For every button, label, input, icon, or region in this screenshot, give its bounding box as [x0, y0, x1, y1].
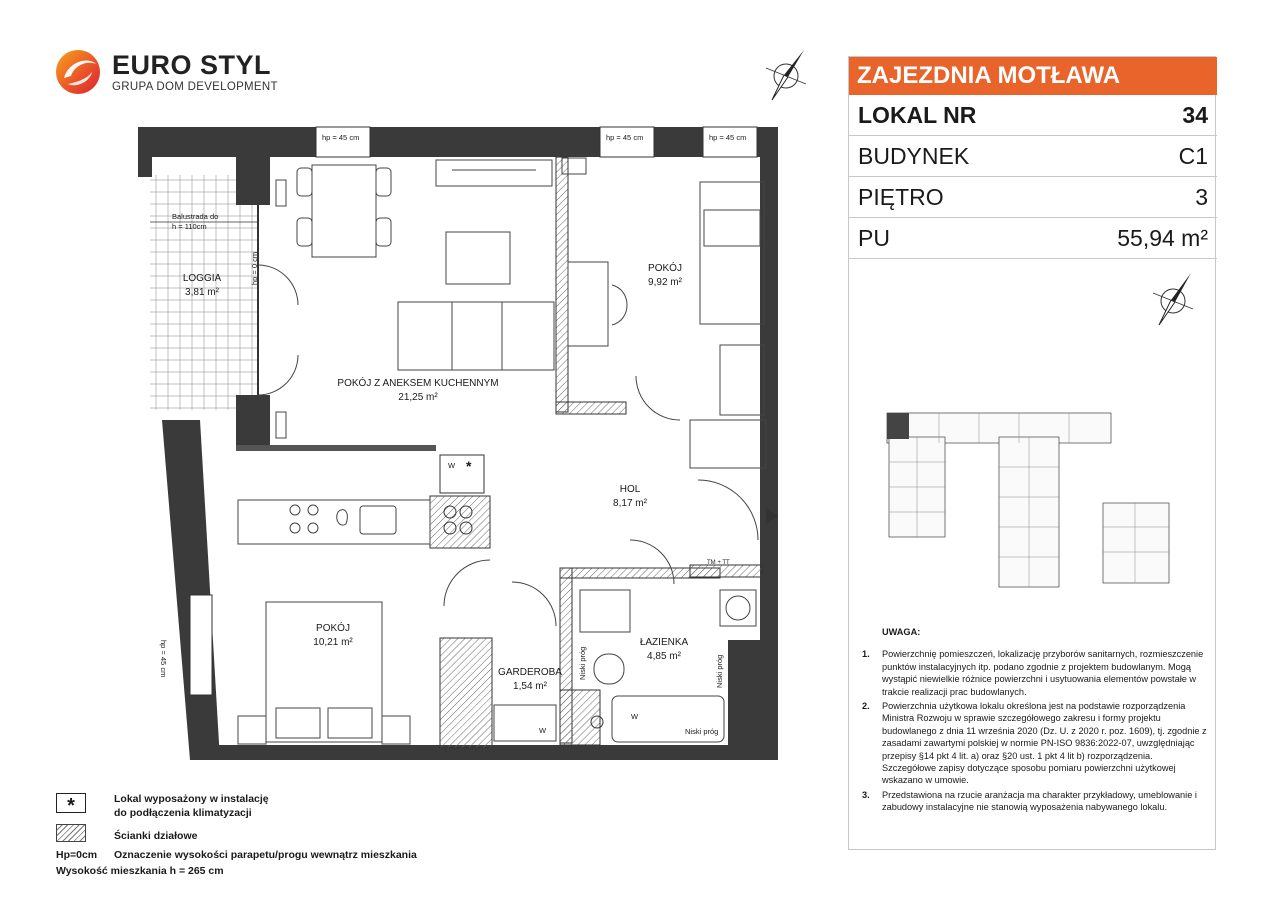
room-area: 21,25 m² [398, 392, 438, 403]
room-bedroom-2 [313, 622, 352, 650]
partition-legend-swatch [56, 824, 86, 842]
room-area: 9,92 m² [648, 277, 682, 288]
hp-window-label: hp = 45 cm [322, 133, 360, 142]
usable-area-label: PU [858, 225, 890, 251]
building-value: C1 [1178, 143, 1208, 169]
room-name: POKÓJ [316, 623, 350, 634]
room-area: 1,54 m² [513, 681, 547, 692]
low-threshold-label: Niski próg [715, 654, 724, 688]
floor-value: 3 [1195, 184, 1208, 210]
note-text: Powierzchnię pomieszczeń, lokalizację przyborów sanitarnych, rozmieszczenie punktów instalacyjnych itp. podano zgodnie z projektem budowlanym. Mogą wystąpić niewielkie różnice powierzchni i usytuowania elementów powstałe w trakcie realizacji prac budowlanych. [882, 649, 1204, 697]
room-area: 3,81 m² [185, 287, 219, 298]
room-loggia [183, 272, 221, 300]
room-bathroom [640, 636, 688, 664]
row-unit-number [849, 96, 1217, 136]
ac-marker: * [466, 458, 472, 474]
usable-area-value: 55,94 m² [1117, 225, 1208, 251]
room-name: HOL [619, 484, 641, 495]
unit-number-label: LOKAL NR [858, 102, 977, 128]
hp-window-label: hp = 45 cm [709, 133, 747, 142]
room-living-kitchen [337, 377, 498, 405]
room-area: 4,85 m² [647, 651, 681, 662]
room-name: ŁAZIENKA [639, 637, 689, 648]
hp-legend-key: Hp=0cm [56, 849, 98, 861]
hp-legend-text: Oznaczenie wysokości parapetu/progu wewnątrz mieszkania [114, 849, 417, 861]
panel-compass-icon [1149, 269, 1203, 329]
investment-title: ZAJEZDNIA MOTŁAWA [849, 57, 1217, 95]
row-floor [849, 178, 1217, 218]
hp-window-label: hp = 45 cm [606, 133, 644, 142]
room-wardrobe [498, 666, 562, 694]
note-number: 3. [862, 789, 870, 800]
balustrade-height: h = 110cm [172, 222, 207, 231]
logo-subtitle: GRUPA DOM DEVELOPMENT [112, 81, 278, 93]
logo-name: EURO STYL [112, 50, 272, 80]
room-name: GARDEROBA [498, 667, 562, 678]
building-key-plan [879, 407, 1199, 597]
hp-loggia-label: hp = 0 cm [250, 251, 259, 285]
note-text: Przedstawiona na rzucie aranżacja ma charakter przykładowy, umeblowanie i zabudowy instalacyjne nie stanowią wyposażenia nabywanego lokalu. [882, 789, 1197, 813]
notes-heading: UWAGA: [882, 627, 921, 637]
partition-legend-text: Ścianki działowe [114, 830, 198, 842]
water-point-label: W [448, 461, 456, 470]
room-area: 8,17 m² [613, 498, 647, 509]
room-name: POKÓJ Z ANEKSEM KUCHENNYM [337, 378, 499, 389]
note-item [862, 789, 1207, 814]
note-number: 2. [862, 701, 870, 712]
notes [862, 626, 1207, 816]
note-number: 1. [862, 649, 870, 660]
water-point-label: W [539, 726, 547, 735]
ac-legend-text-1: Lokal wyposażony w instalację [114, 793, 269, 805]
row-usable-area [849, 219, 1217, 259]
balustrade-label: Balustrada do [172, 212, 219, 221]
tm-tt-label: TM + TT [707, 560, 730, 566]
water-point-label: W [631, 712, 639, 721]
building-label: BUDYNEK [858, 143, 970, 169]
note-text: Powierzchnia użytkowa lokalu określona jest na podstawie rozporządzenia Ministra Rozwoju w sprawie szczegółowego zakresu i formy projektu budowlanego z dnia 11 września 2020 (Dz. U. z 2020 r. poz. 1609), tj. zgodnie z zasadami zawartymi polskiej w normie PN-ISO 9836:2022-07, uwzględniając przepisy §14 pkt 4 lit. a) oraz §20 ust. 1 pkt 4 lit b) rozporządzenia. Szczegółowe zapisy dotyczące sposobu pomiaru powierzchni użytkowej wskazano w umowie. [882, 701, 1207, 786]
ac-legend-text-2: do podłączenia klimatyzacji [114, 807, 252, 819]
ac-legend-symbol: * [56, 793, 86, 813]
low-threshold-label: Niski próg [685, 727, 719, 736]
floor-label: PIĘTRO [858, 184, 944, 210]
hp-window-label: hp = 45 cm [159, 640, 168, 678]
height-legend-text: Wysokość mieszkania h = 265 cm [56, 865, 224, 877]
room-hall [613, 483, 647, 511]
note-item [862, 648, 1207, 698]
room-name: POKÓJ [648, 263, 682, 274]
note-item [862, 700, 1207, 787]
row-building [849, 137, 1217, 177]
room-name: LOGGIA [182, 273, 222, 284]
low-threshold-label: Niski próg [578, 646, 587, 680]
unit-number-value: 34 [1182, 102, 1208, 128]
room-area: 10,21 m² [313, 637, 353, 648]
room-bedroom-1 [648, 262, 682, 290]
